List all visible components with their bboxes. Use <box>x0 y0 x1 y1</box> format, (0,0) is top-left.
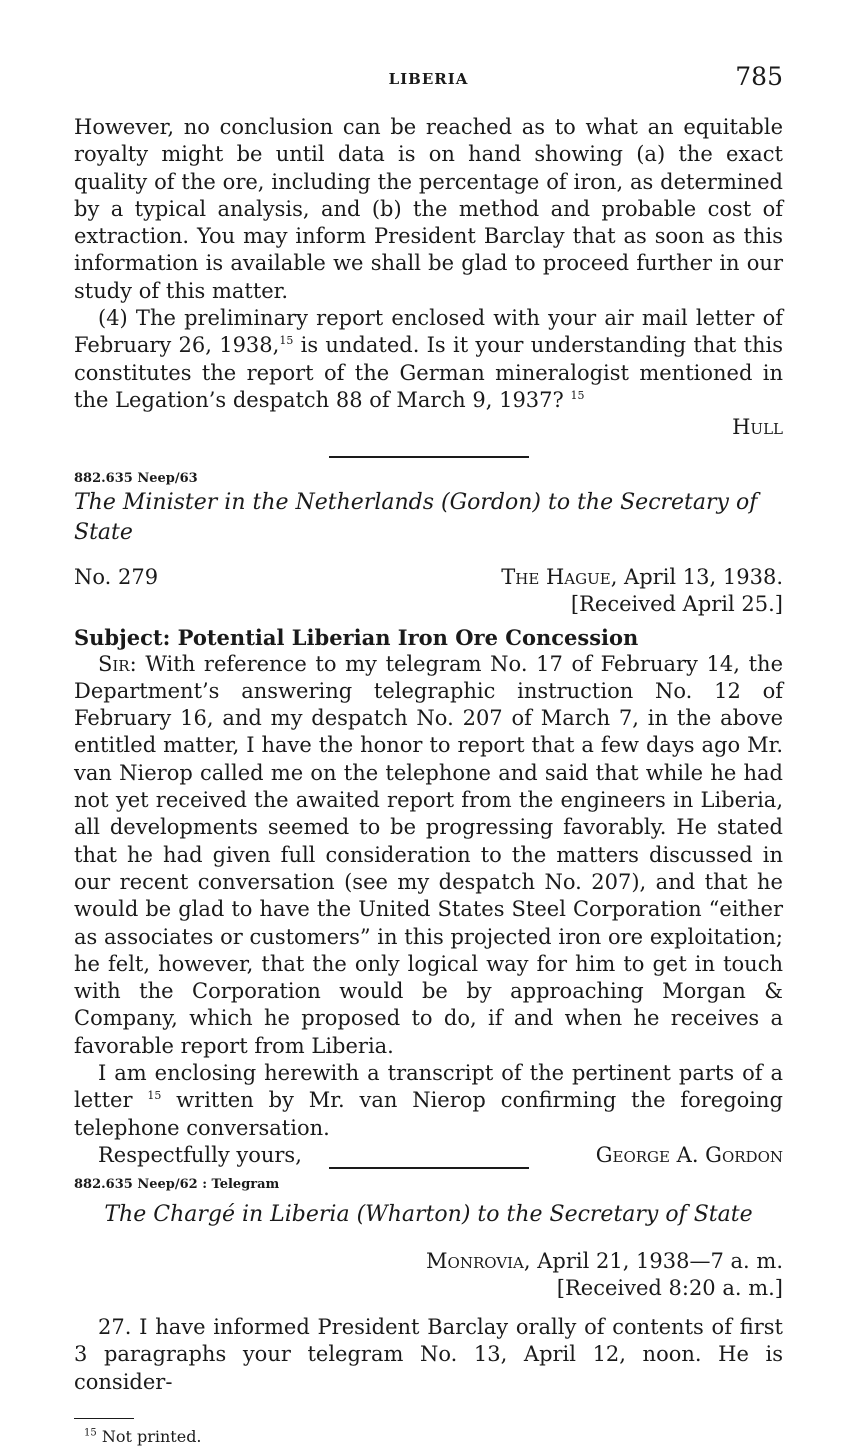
document-wharton <box>74 1177 783 1396</box>
page-number: 785 <box>735 62 783 91</box>
footnote-ref: 15 <box>147 1089 162 1103</box>
signature: George A. Gordon <box>595 1142 783 1167</box>
dateline <box>74 1248 783 1275</box>
file-number: 882.635 Neep/62 : Telegram <box>74 1176 280 1192</box>
running-head <box>74 62 783 96</box>
subject-line: Subject: Potential Liberian Iron Ore Concession <box>74 624 639 650</box>
document-heading: The Minister in the Netherlands (Gordon) to the Secretary of State <box>74 489 758 545</box>
footnote-rule <box>74 1418 134 1419</box>
file-number: 882.635 Neep/63 <box>74 470 198 486</box>
signature: Hull <box>732 415 783 440</box>
received-line: [Received April 25.] <box>570 591 783 616</box>
dateline <box>74 564 783 591</box>
paragraph: (4) The preliminary report enclosed with your air mail letter of February 26, 1938,15 is undated. Is it your understanding that this constitutes the report of the German mineralogist mentioned in the Legation’s despatch 88 of March 9, 1937? $^{15}$ <box>74 306 783 412</box>
paragraph: I am enclosing herewith a transcript of the pertinent parts of a letter $^{15}$ written by Mr. van Nierop confirming the foregoing telephone conversation. <box>74 1061 783 1140</box>
paragraph: Sir: With reference to my telegram No. 17 of February 14, the Department’s answering telegraphic instruction No. 12 of February 16, and my despatch No. 207 of March 7, in the above entitled matter, I have the honor to report that a few days ago Mr. van Nierop called me on the telephone and said that while he had not yet received the awaited report from the engineers in Liberia, all developments seemed to be progressing favorably. He stated that he had given full consideration to the matters discussed in our recent conversation (see my despatch No. 207), and that he would be glad to have the United States Steel Corporation “either as associates or customers” in this projected iron ore exploitation; he felt, however, that the only logical way for him to get in touch with the Corporation would be by approaching Morgan & Company, which he proposed to do, if and when he receives a favorable report from Liberia. <box>74 651 783 1058</box>
paragraph: However, no conclusion can be reached as to what an equitable royalty might be until data is on hand showing (a) the exact quality of the ore, including the percentage of iron, as determined by a typical analysis, and (b) the method and probable cost of extraction. You may inform President Barclay that as soon as this information is available we shall be glad to proceed further in our study of this matter. <box>74 115 783 303</box>
footnote-ref: 15 <box>279 334 294 348</box>
salutation: Sir <box>98 651 130 676</box>
despatch-number: No. 279 <box>74 564 159 589</box>
place-date: Monrovia, April 21, 1938—7 a. m. <box>426 1248 783 1273</box>
footnote-marker: 15 <box>84 1427 97 1439</box>
received-line: [Received 8:20 a. m.] <box>556 1275 783 1300</box>
closing-line <box>74 1142 783 1169</box>
section-divider <box>329 1167 529 1169</box>
footnote: $^{15}$ Not printed. <box>84 1426 202 1446</box>
section-divider <box>329 456 529 458</box>
paragraph: 27. I have informed President Barclay orally of contents of first 3 paragraphs your telegram No. 13, April 12, noon. He is consider- <box>74 1314 783 1394</box>
closing: Respectfully yours, <box>98 1142 302 1167</box>
document-heading: The Chargé in Liberia (Wharton) to the Secretary of State <box>104 1201 753 1227</box>
continued-text <box>74 114 783 442</box>
page <box>74 62 783 1446</box>
footnote-ref: 15 <box>570 388 585 402</box>
document-gordon <box>74 471 783 1169</box>
running-title: LIBERIA <box>388 70 469 88</box>
place-date: The Hague, April 13, 1938. <box>501 564 783 589</box>
